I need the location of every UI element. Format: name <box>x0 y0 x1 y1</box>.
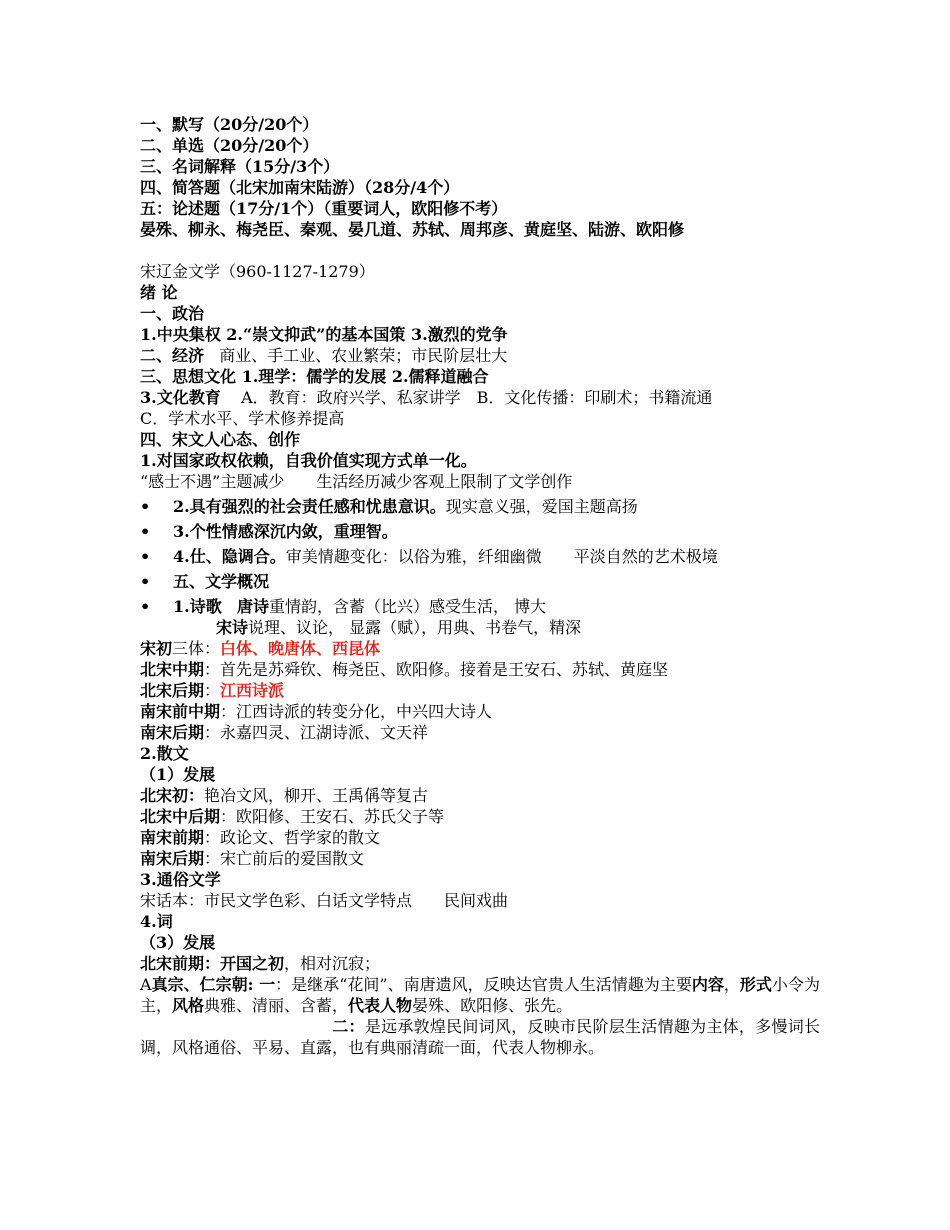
period-label: 北宋初： <box>140 786 205 805</box>
economy-line <box>140 345 820 366</box>
bullet-bold-text: 1.诗歌 <box>173 597 222 616</box>
bullet-text: 审美情趣变化：以俗为雅，纤细幽微 平淡自然的艺术极境 <box>285 547 718 566</box>
bullet-icon: • <box>140 547 151 566</box>
ci-paragraph-b <box>140 1016 820 1058</box>
exam-item-2: 二、单选（20分/20个） <box>140 136 319 155</box>
mentality-1: 1.对国家政权依赖，自我价值实现方式单一化。 <box>140 451 477 470</box>
period-label: 南宋前中期 <box>140 702 221 721</box>
period-label: 南宋后期 <box>140 849 205 868</box>
list-item <box>140 596 820 617</box>
ci-a-content-label: 内容 <box>691 975 724 994</box>
list-item <box>140 521 820 542</box>
education-heading: 3.文化教育 <box>140 388 221 407</box>
bullet-text: 现实意义强，爱国主题高扬 <box>445 497 638 516</box>
period-label: 宋初 <box>140 639 173 658</box>
poetry-period <box>140 659 820 680</box>
ci-a-form-label: 形式 <box>739 975 772 994</box>
period-label: 北宋中后期 <box>140 807 221 826</box>
exam-item-1: 一、默写（20分/20个） <box>140 115 319 134</box>
ci-a-one: : 一 <box>247 975 276 994</box>
period-text: ：永嘉四灵、江湖诗派、文天祥 <box>204 723 429 742</box>
period-text: ：政论文、哲学家的散文 <box>204 828 381 847</box>
prose-period <box>140 848 820 869</box>
thought-heading: 三、思想文化 1.理学：儒学的发展 2.儒释道融合 <box>140 367 489 386</box>
exam-item-3: 三、名词解释（15分/3个） <box>140 157 340 176</box>
ci-b-two: 二： <box>332 1017 365 1036</box>
period-highlight: 江西诗派 <box>220 681 285 700</box>
ci-a-rep-label: 代表人物 <box>348 996 413 1015</box>
ci-early-label: 北宋前期：开国之初 <box>140 954 285 973</box>
prose-period <box>140 785 820 806</box>
song-poetry-text: 说理、议论， 显露（赋），用典、书卷气，精深 <box>248 618 582 637</box>
economy-heading: 二、经济 <box>140 346 205 365</box>
prose-period <box>140 827 820 848</box>
bullet-icon: • <box>140 597 151 616</box>
popular-lit-body: 宋话本：市民文学色彩、白话文学特点 民间戏曲 <box>140 891 509 910</box>
prose-heading: 2.散文 <box>140 744 189 763</box>
list-item <box>140 571 820 592</box>
period-label: 南宋前期 <box>140 828 205 847</box>
ci-dev-heading: （3）发展 <box>140 933 216 952</box>
ci-a-text: ：是继承“花间”、南唐遗风，反映达官贵人生活情趣为主要 <box>275 975 692 994</box>
bullet-icon: • <box>140 572 151 591</box>
poetry-period <box>140 701 820 722</box>
bullet-bold-text: 3.个性情感深沉内敛，重理智。 <box>173 522 398 541</box>
exam-item-4: 四、简答题（北宋加南宋陆游）（28分/4个） <box>140 178 460 197</box>
intro-heading: 绪 论 <box>140 283 178 302</box>
mentality-1-note: “感士不遇”主题减少 生活经历减少客观上限制了文学创作 <box>140 472 573 491</box>
ci-a-comma: ， <box>723 975 740 994</box>
period-text: ： <box>204 681 221 700</box>
ci-a-letter: A <box>140 975 152 994</box>
bullet-icon: • <box>140 522 151 541</box>
bullet-bold-text: 2.具有强烈的社会责任感和忧患意识。 <box>173 497 446 516</box>
education-line <box>140 387 820 408</box>
ci-heading: 4.词 <box>140 912 173 931</box>
bullet-bold-text: 4.仕、隐调合。 <box>173 547 286 566</box>
poetry-period <box>140 722 820 743</box>
bullet-bold-text: 五、文学概况 <box>173 572 270 591</box>
ci-b-text: 是远承敦煌民间词风，反映市民阶层生活情趣为主体，多慢词长调，风格通俗、平易、直露，也有典丽清疏一面，代表人物柳永。 <box>140 1017 820 1057</box>
tang-poetry-label: 唐诗 <box>236 597 269 616</box>
list-item <box>140 546 820 567</box>
poetry-period <box>140 638 820 659</box>
ci-a-style-label: 风格 <box>172 996 205 1015</box>
ci-paragraph-a <box>140 974 820 1016</box>
song-poetry-label: 宋诗 <box>216 618 249 637</box>
ci-early-line <box>140 953 820 974</box>
period-label: 南宋后期 <box>140 723 205 742</box>
key-poets: 晏殊、柳永、梅尧臣、秦观、晏几道、苏轼、周邦彦、黄庭坚、陆游、欧阳修 <box>140 220 685 239</box>
ci-a-style-text: 典雅、清丽、含蓄， <box>204 996 349 1015</box>
song-poetry-line <box>140 617 820 638</box>
period-text: 艳冶文风，柳开、王禹偁等复古 <box>204 786 429 805</box>
period-highlight: 白体、晚唐体、西昆体 <box>220 639 381 658</box>
poetry-period <box>140 680 820 701</box>
mentality-heading: 四、宋文人心态、创作 <box>140 430 301 449</box>
prose-dev-heading: （1）发展 <box>140 765 216 784</box>
politics-heading: 一、政治 <box>140 304 205 323</box>
education-c: C．学术水平、学术修养提高 <box>140 409 345 428</box>
education-body: A．教育：政府兴学、私家讲学 B．文化传播：印刷术；书籍流通 <box>241 388 713 407</box>
period-text: ：欧阳修、王安石、苏氏父子等 <box>220 807 445 826</box>
period-text: ：首先是苏舜钦、梅尧臣、欧阳修。接着是王安石、苏轼、黄庭坚 <box>204 660 669 679</box>
ci-early-text: ，相对沉寂； <box>284 954 381 973</box>
ci-a-reign: 真宗、仁宗朝 <box>151 975 248 994</box>
bullet-icon: • <box>140 497 151 516</box>
exam-item-5: 五：论述题（17分/1个）（重要词人，欧阳修不考） <box>140 199 508 218</box>
list-item <box>140 496 820 517</box>
period-text: ：宋亡前后的爱国散文 <box>204 849 365 868</box>
prose-period <box>140 806 820 827</box>
popular-lit-heading: 3.通俗文学 <box>140 870 221 889</box>
politics-body: 1.中央集权 2.“崇文抑武”的基本国策 3.激烈的党争 <box>140 325 508 344</box>
bullet-text: 重情韵，含蓄（比兴）感受生活， 博大 <box>269 597 547 616</box>
doc-title: 宋辽金文学（960-1127-1279） <box>140 262 375 281</box>
period-label: 北宋后期 <box>140 681 205 700</box>
economy-body: 商业、手工业、农业繁荣；市民阶层壮大 <box>219 346 508 365</box>
period-text: 三体： <box>172 639 221 658</box>
period-label: 北宋中期 <box>140 660 205 679</box>
ci-a-form-text: 小令为主， <box>140 975 820 1015</box>
period-text: ：江西诗派的转变分化，中兴四大诗人 <box>220 702 493 721</box>
ci-a-rep-text: 晏殊、欧阳修、张先。 <box>412 996 573 1015</box>
document-page <box>140 114 820 1058</box>
